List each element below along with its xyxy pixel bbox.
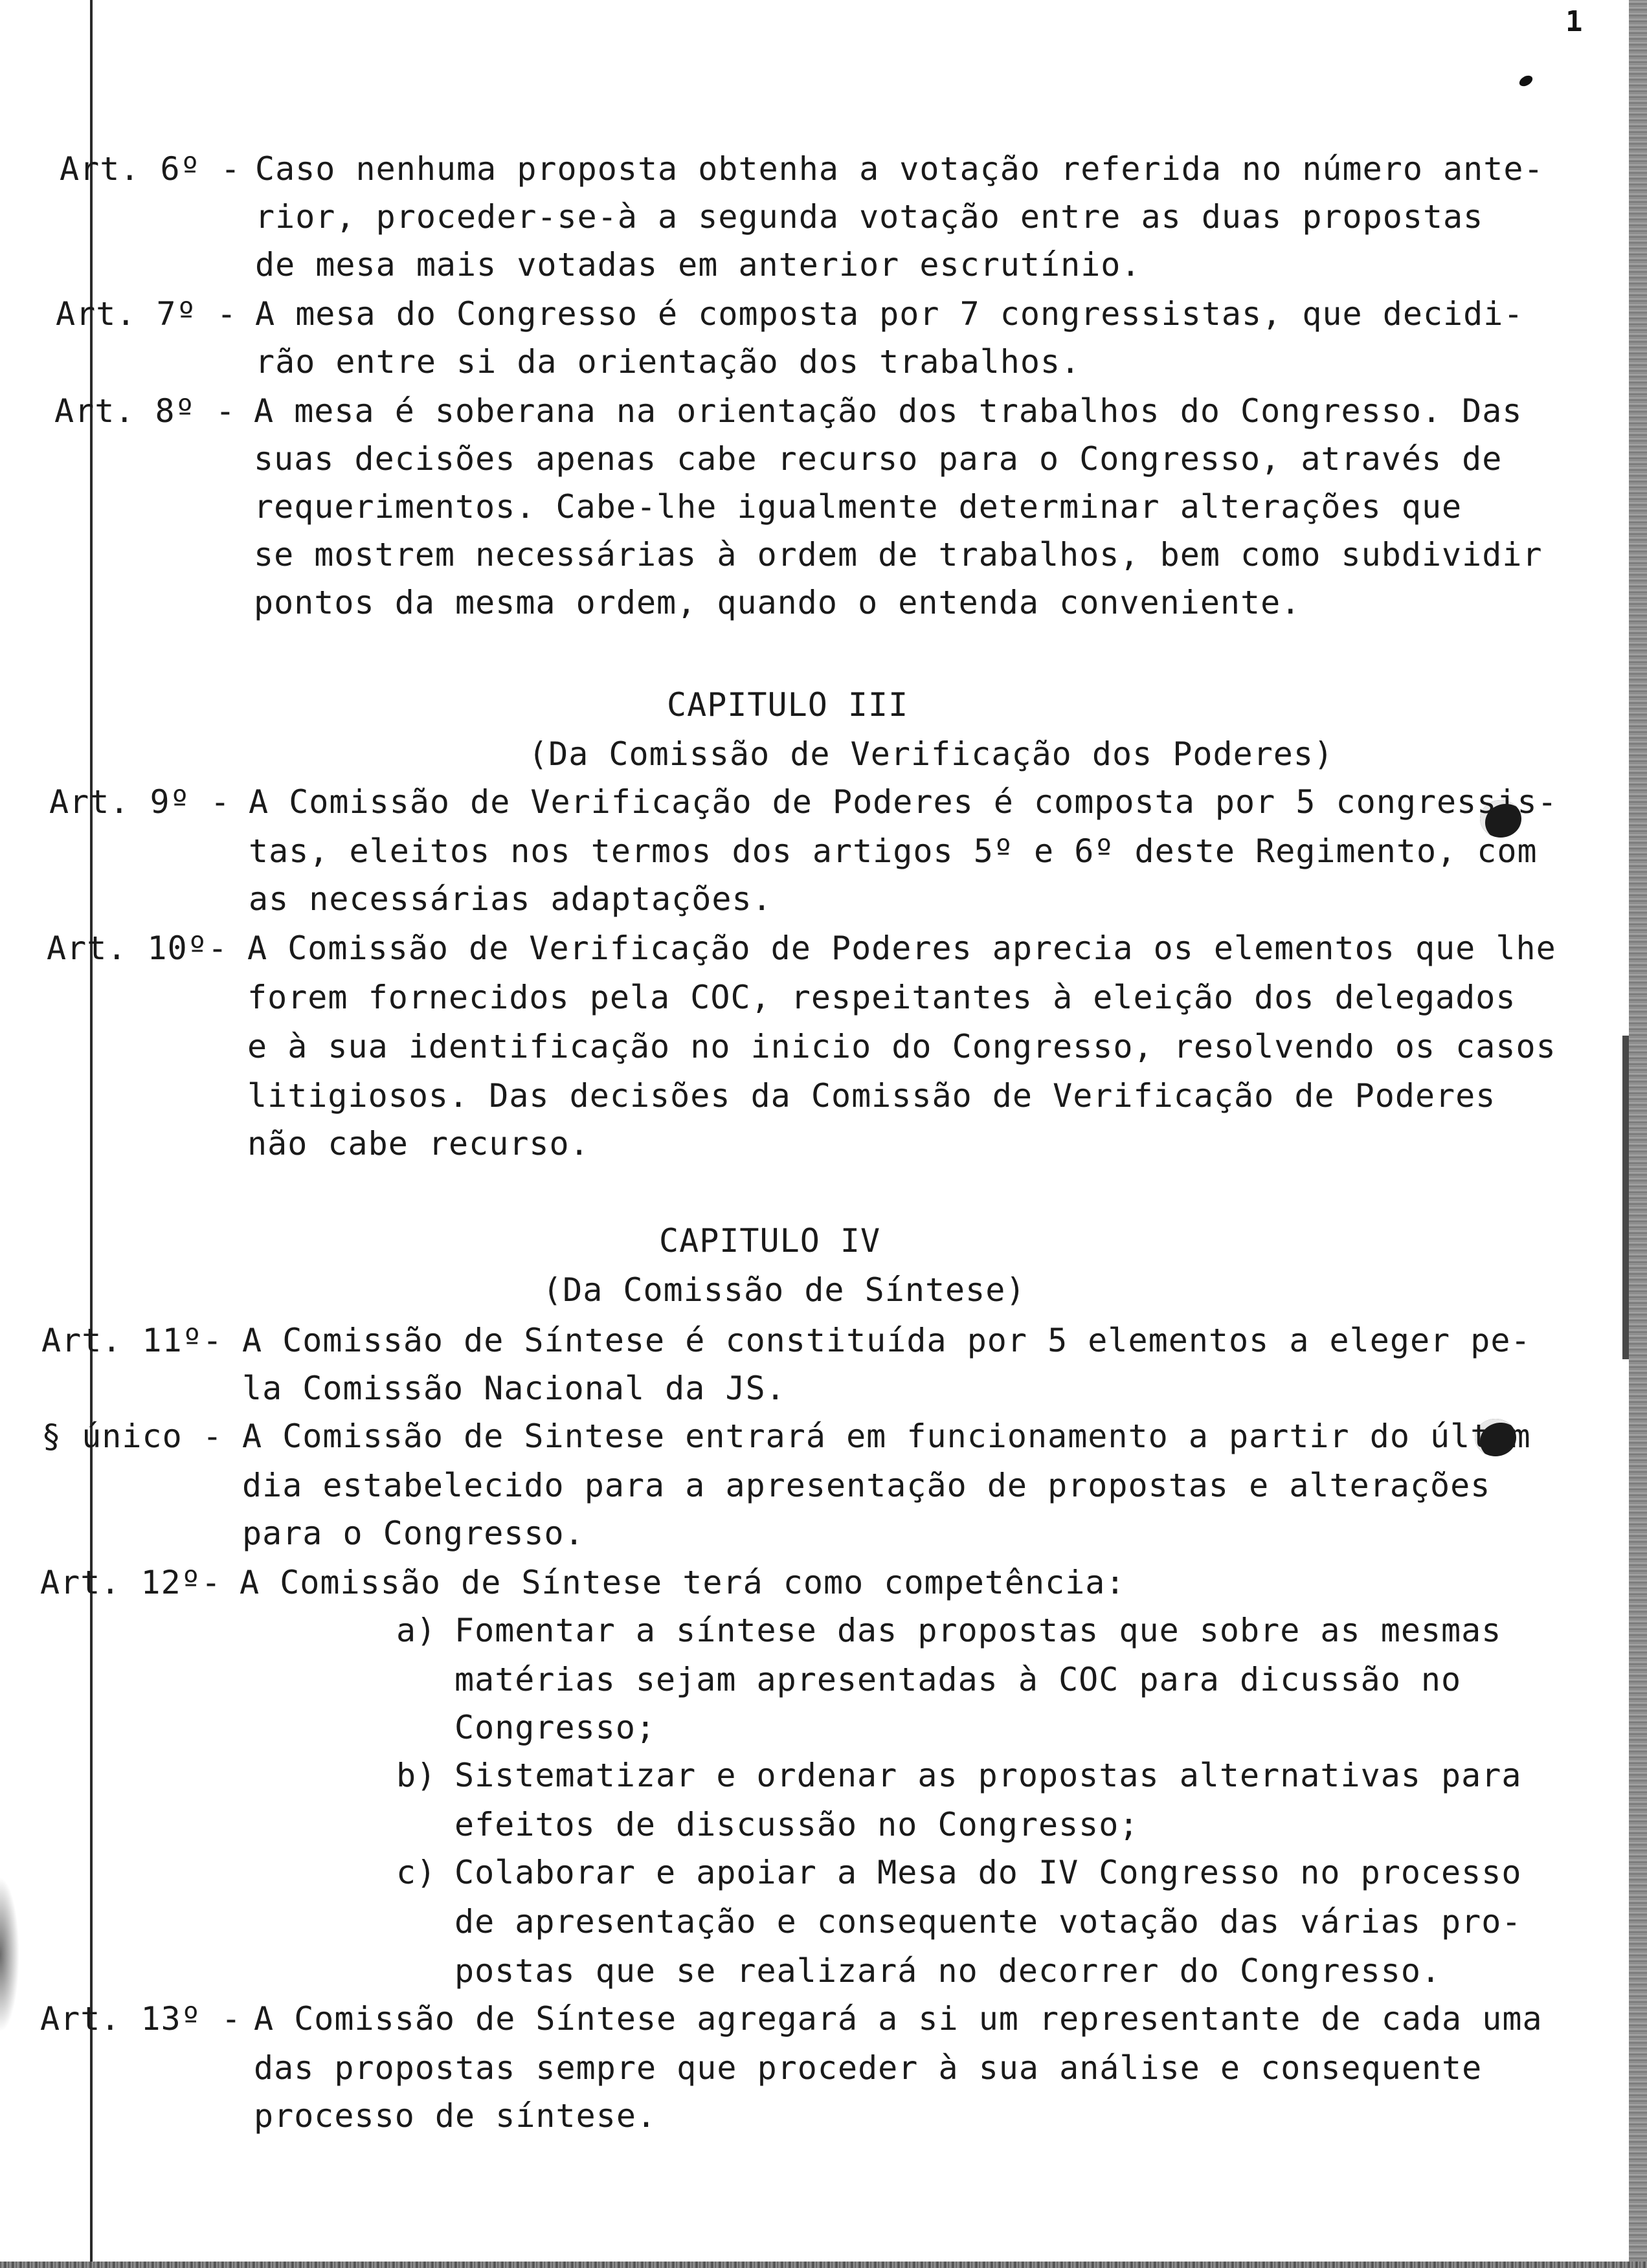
article-text-line: A Comissão de Síntese terá como competência: [240,1564,1126,1601]
chapter-subtitle: (Da Comissão de Verificação dos Poderes) [528,735,1334,773]
article-text-line: rão entre si da orientação dos trabalhos. [255,343,1081,381]
article-text-line: forem fornecidos pela COC, respeitantes à eleição dos delegados [247,979,1516,1016]
article-text-line: A Comissão de Verificação de Poderes aprecia os elementos que lhe [247,929,1556,967]
list-item-line: de apresentação e consequente votação das várias pro- [454,1903,1522,1940]
article-label: Art. 6º - [60,150,241,188]
list-item-line: Sistematizar e ordenar as propostas alternativas para [454,1757,1522,1794]
list-marker: c) [396,1854,437,1891]
chapter-subtitle: (Da Comissão de Síntese) [543,1271,1026,1309]
article-text-line: requerimentos. Cabe-lhe igualmente determinar alterações que [254,488,1462,526]
list-item-line: postas que se realizará no decorrer do Congresso. [454,1952,1442,1990]
article-text-line: dia estabelecido para a apresentação de propostas e alterações [242,1467,1491,1504]
chapter-title: CAPITULO IV [659,1222,881,1260]
list-marker: b) [396,1757,437,1794]
article-label: Art. 7º - [56,295,237,333]
article-text-line: e à sua identificação no inicio do Congresso, resolvendo os casos [247,1028,1556,1065]
list-item-line: Congresso; [454,1709,656,1746]
list-item-line: Fomentar a síntese das propostas que sobre as mesmas [454,1612,1502,1649]
article-text-line: litigiosos. Das decisões da Comissão de Verificação de Poderes [247,1077,1496,1115]
scan-edge-right [1629,0,1647,2268]
ink-dot [1518,73,1534,88]
article-label: § único - [41,1418,223,1455]
article-text-line: la Comissão Nacional da JS. [242,1370,786,1407]
article-label: Art. 10º- [47,929,228,967]
article-text-line: A Comissão de Síntese é constituída por 5 elementos a eleger pe- [242,1322,1531,1359]
article-text-line: se mostrem necessárias à ordem de trabalhos, bem como subdividir [254,536,1543,573]
article-text-line: para o Congresso. [242,1515,585,1552]
article-text-line: A Comissão de Sintese entrará em funcionamento a partir do últim [242,1418,1531,1455]
article-text-line: das propostas sempre que proceder à sua análise e consequente [254,2049,1483,2087]
article-label: Art. 12º- [40,1564,221,1601]
scan-smudge-left [0,1877,19,2032]
article-label: Art. 8º - [54,392,236,430]
chapter-title: CAPITULO III [667,686,909,724]
article-text-line: A Comissão de Síntese agregará a si um representante de cada uma [254,2000,1543,2038]
article-text-line: de mesa mais votadas em anterior escrutínio. [255,246,1141,284]
article-label: Art. 13º - [40,2000,242,2038]
list-marker: a) [396,1612,437,1649]
list-item-line: Colaborar e apoiar a Mesa do IV Congresso no processo [454,1854,1522,1891]
article-text-line: processo de síntese. [254,2097,657,2135]
article-text-line: pontos da mesma ordem, quando o entenda conveniente. [254,584,1301,621]
article-text-line: as necessárias adaptações. [249,880,772,918]
article-text-line: A mesa do Congresso é composta por 7 congressistas, que decidi- [255,295,1524,333]
list-item-line: efeitos de discussão no Congresso; [454,1806,1139,1843]
corner-page-mark: 1 [1565,5,1583,38]
article-text-line: não cabe recurso. [247,1125,590,1162]
scan-shadow-right [1622,1036,1629,1359]
article-label: Art. 9º - [49,783,230,821]
scan-edge-bottom [0,2262,1647,2268]
article-text-line: rior, proceder-se-à a segunda votação entre as duas propostas [255,198,1484,236]
article-text-line: A Comissão de Verificação de Poderes é composta por 5 congressis- [249,783,1558,821]
article-text-line: suas decisões apenas cabe recurso para o Congresso, através de [254,440,1503,478]
article-text-line: A mesa é soberana na orientação dos trabalhos do Congresso. Das [254,392,1523,430]
article-label: Art. 11º- [41,1322,223,1359]
article-text-line: Caso nenhuma proposta obtenha a votação referida no número ante- [255,150,1544,188]
list-item-line: matérias sejam apresentadas à COC para dicussão no [454,1661,1462,1698]
article-text-line: tas, eleitos nos termos dos artigos 5º e 6º deste Regimento, com [249,832,1538,870]
binding-margin-line [90,0,93,2268]
